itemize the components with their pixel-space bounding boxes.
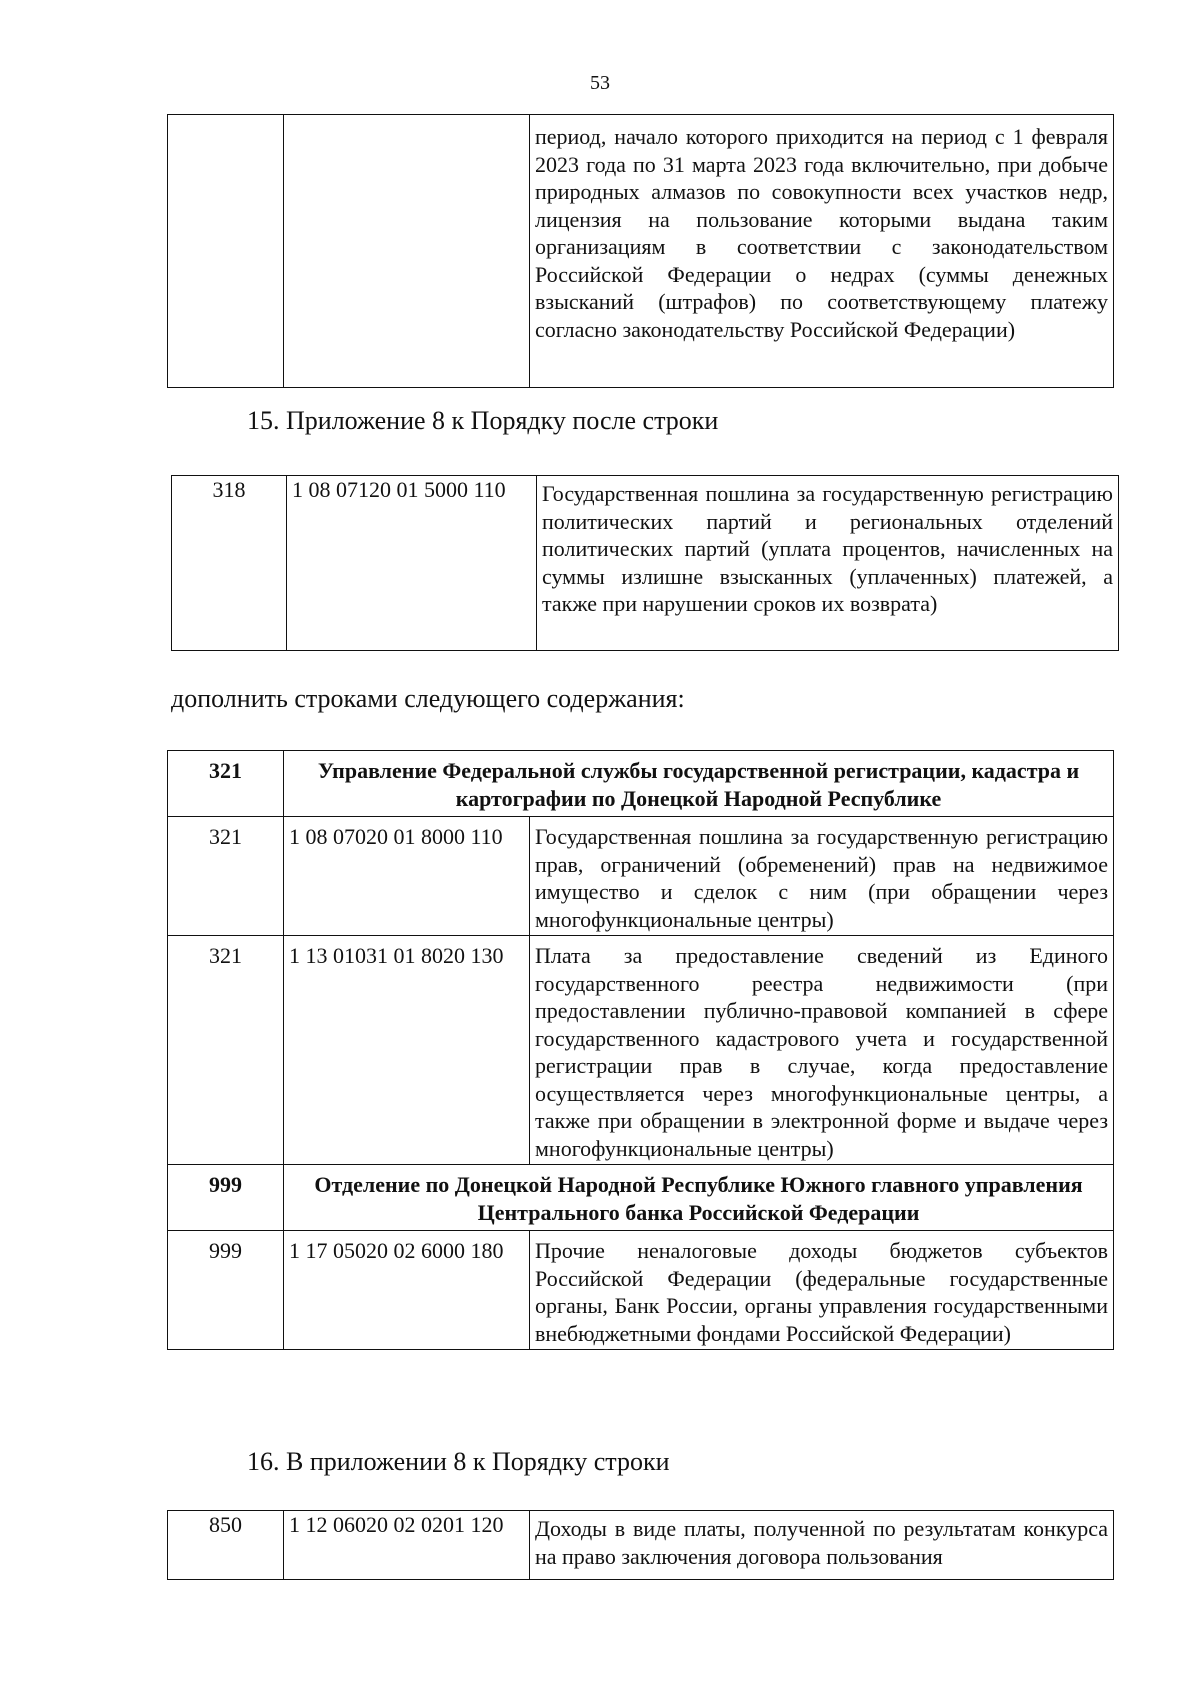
description-cell: период, начало которого приходится на период с 1 февраля 2023 года по 31 марта 2023 года включительно, при добыче природных алмазов по совокупности всех участков недр, лицензия на пользование которыми выдана таким организациям в соответствии с законодательством Российской Федерации о недрах (суммы денежных взысканий (штрафов) по соответствующему платежу согласно законодательству Российской Федерации) bbox=[530, 115, 1114, 388]
table-row bbox=[168, 115, 1114, 388]
description-cell: Доходы в виде платы, полученной по результатам конкурса на право заключения договора пользования bbox=[530, 1511, 1114, 1580]
continuation-table bbox=[167, 114, 1114, 388]
group-title-cell: Управление Федеральной службы государственной регистрации, кадастра и картографии по Донецкой Народной Республике bbox=[284, 751, 1114, 817]
table-row bbox=[172, 476, 1119, 651]
kbk-cell: 1 08 07120 01 5000 110 bbox=[287, 476, 537, 651]
table-row bbox=[168, 1231, 1114, 1350]
kbk-cell bbox=[284, 115, 530, 388]
section-16-heading: 16. В приложении 8 к Порядку строки bbox=[247, 1447, 670, 1476]
code-group-cell: 850 bbox=[168, 1511, 284, 1580]
section-15-reference-table bbox=[171, 475, 1119, 651]
group-header-row bbox=[168, 751, 1114, 817]
code-group-cell: 999 bbox=[168, 1231, 284, 1350]
kbk-cell: 1 08 07020 01 8000 110 bbox=[284, 817, 530, 936]
description-cell: Государственная пошлина за государственную регистрацию прав, ограничений (обременений) прав на недвижимое имущество и сделок с ним (при обращении через многофункциональные центры) bbox=[530, 817, 1114, 936]
table-row bbox=[168, 1511, 1114, 1580]
kbk-cell: 1 17 05020 02 6000 180 bbox=[284, 1231, 530, 1350]
group-title-cell: Отделение по Донецкой Народной Республике Южного главного управления Центрального банка Российской Федерации bbox=[284, 1165, 1114, 1231]
section-15-heading: 15. Приложение 8 к Порядку после строки bbox=[247, 406, 719, 435]
table-row bbox=[168, 817, 1114, 936]
code-group-cell: 318 bbox=[172, 476, 287, 651]
new-rows-table bbox=[167, 750, 1114, 1350]
code-group-cell bbox=[168, 115, 284, 388]
page-number: 53 bbox=[590, 72, 610, 94]
instruction-text: дополнить строками следующего содержания: bbox=[171, 684, 685, 713]
table-row bbox=[168, 936, 1114, 1165]
group-code-cell: 999 bbox=[168, 1165, 284, 1231]
section-16-reference-table bbox=[167, 1510, 1114, 1580]
code-group-cell: 321 bbox=[168, 817, 284, 936]
description-cell: Плата за предоставление сведений из Единого государственного реестра недвижимости (при предоставлении публично-правовой компанией в сфере государственного кадастрового учета и государственной регистрации прав в случае, когда предоставление осуществляется через многофункциональные центры, а также при обращении в электронной форме и выдаче через многофункциональные центры) bbox=[530, 936, 1114, 1165]
group-header-row bbox=[168, 1165, 1114, 1231]
code-group-cell: 321 bbox=[168, 936, 284, 1165]
description-cell: Прочие неналоговые доходы бюджетов субъектов Российской Федерации (федеральные государственные органы, Банк России, органы управления государственными внебюджетными фондами Российской Федерации) bbox=[530, 1231, 1114, 1350]
group-code-cell: 321 bbox=[168, 751, 284, 817]
kbk-cell: 1 12 06020 02 0201 120 bbox=[284, 1511, 530, 1580]
kbk-cell: 1 13 01031 01 8020 130 bbox=[284, 936, 530, 1165]
description-cell: Государственная пошлина за государственную регистрацию политических партий и региональных отделений политических партий (уплата процентов, начисленных на суммы излишне взысканных (уплаченных) платежей, а также при нарушении сроков их возврата) bbox=[537, 476, 1119, 651]
